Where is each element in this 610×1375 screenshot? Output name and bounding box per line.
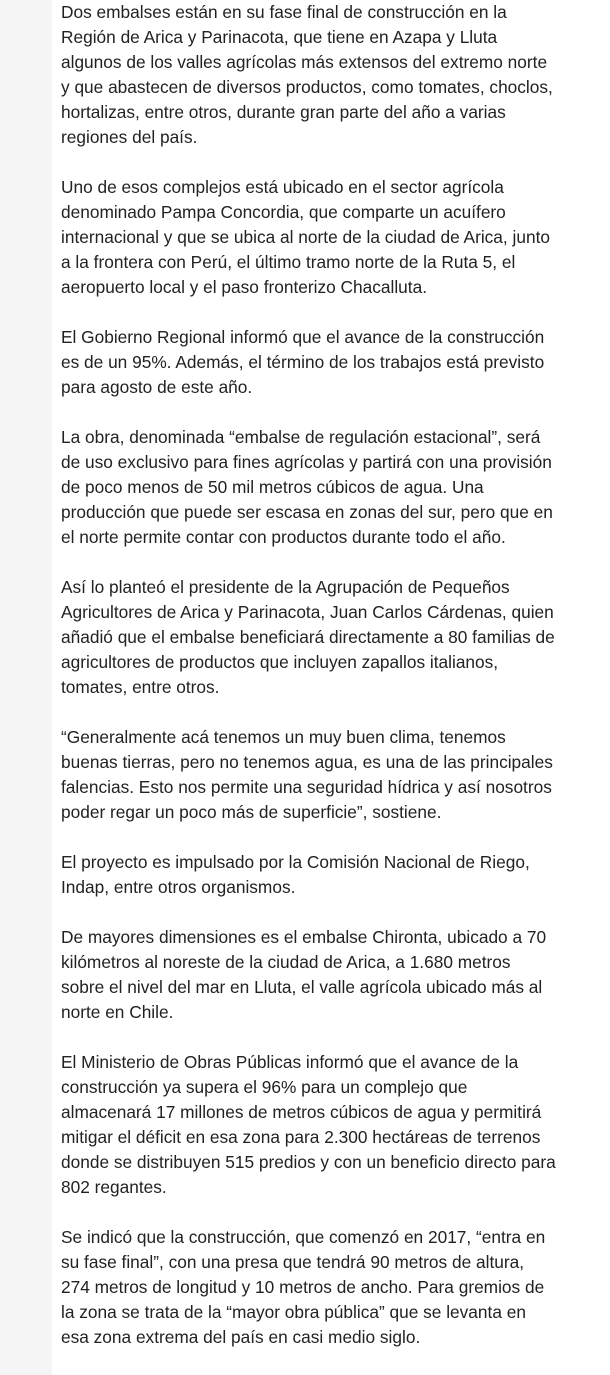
article-paragraph-1: Dos embalses están en su fase final de construcción en la Región de Arica y Parinacota, que tiene en Azapa y Lluta algunos de los valles agrícolas más extensos del extremo norte y que abastecen de diversos productos, como tomates, choclos, hortalizas, entre otros, durante gran parte del año a varias regiones del país. — [61, 2, 553, 147]
article-paragraph-5: Así lo planteó el presidente de la Agrupación de Pequeños Agricultores de Arica y Parinacota, Juan Carlos Cárdenas, quien añadió que el embalse beneficiará directamente a 80 familias de agricultores de productos que incluyen zapallos italianos, tomates, entre otros. — [61, 577, 555, 697]
article-text — [61, 0, 556, 1375]
article-paragraph-10: Se indicó que la construcción, que comenzó en 2017, “entra en su fase final”, con una presa que tendrá 90 metros de altura, 274 metros de longitud y 10 metros de ancho. Para gremios de la zona se trata de la “mayor obra pública” que se levanta en esa zona extrema del país en casi medio siglo. — [61, 1227, 546, 1347]
article-paragraph-8: De mayores dimensiones es el embalse Chironta, ubicado a 70 kilómetros al noreste de la ciudad de Arica, a 1.680 metros sobre el nivel del mar en Lluta, el valle agrícola ubicado más al norte en Chile. — [61, 927, 547, 1022]
article-paragraph-7: El proyecto es impulsado por la Comisión Nacional de Riego, Indap, entre otros organismos. — [61, 852, 530, 897]
article-paragraph-3: El Gobierno Regional informó que el avance de la construcción es de un 95%. Además, el término de los trabajos está previsto para agosto de este año. — [61, 327, 545, 397]
article-paragraph-9: El Ministerio de Obras Públicas informó que el avance de la construcción ya supera el 96% para un complejo que almacenará 17 millones de metros cúbicos de agua y permitirá mitigar el déficit en esa zona para 2.300 hectáreas de terrenos donde se distribuyen 515 predios y con un beneficio directo para 802 regantes. — [61, 1052, 556, 1197]
article-paragraph-2: Uno de esos complejos está ubicado en el sector agrícola denominado Pampa Concordia, que comparte un acuífero internacional y que se ubica al norte de la ciudad de Arica, junto a la frontera con Perú, el último tramo norte de la Ruta 5, el aeropuerto local y el paso fronterizo Chacalluta. — [61, 177, 550, 297]
article-paragraph-6: “Generalmente acá tenemos un muy buen clima, tenemos buenas tierras, pero no tenemos agua, es una de las principales falencias. Esto nos permite una seguridad hídrica y así nosotros poder regar un poco más de superficie”, sostiene. — [61, 727, 553, 822]
article-paragraph-4: La obra, denominada “embalse de regulación estacional”, será de uso exclusivo para fines agrícolas y partirá con una provisión de poco menos de 50 mil metros cúbicos de agua. Una producción que puede ser escasa en zonas del sur, pero que en el norte permite contar con productos durante todo el año. — [61, 427, 553, 547]
article-body — [52, 0, 600, 1375]
left-margin-strip — [0, 0, 52, 1375]
